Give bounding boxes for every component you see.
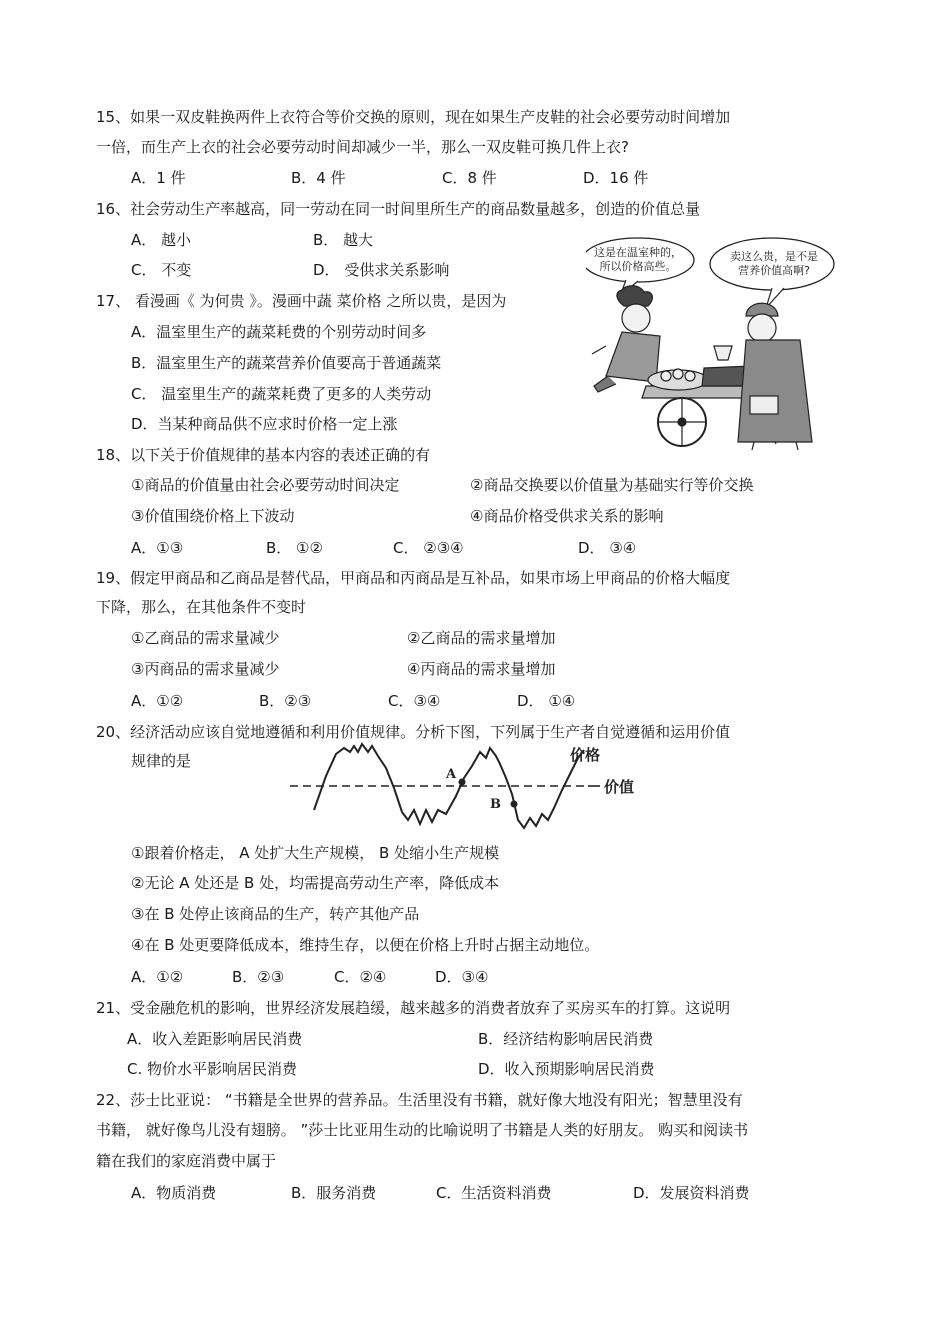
bubble-right-text-2: 营养价值高啊? <box>738 264 810 277</box>
q20-option-c: C．②④ <box>334 968 387 986</box>
point-a-marker <box>459 779 466 786</box>
q16-stem: 16、社会劳动生产率越高，同一劳动在同一时间里所生产的商品数量越多，创造的价值总量 <box>96 200 701 218</box>
bubble-left-text-2: 所以价格高些。 <box>599 260 677 273</box>
q18-item-4: ④商品价格受供求关系的影响 <box>470 507 664 525</box>
q18-option-d: D． ③④ <box>578 539 637 557</box>
price-label: 价格 <box>570 746 601 764</box>
q20-item-4: ④在 B 处更要降低成本，维持生存，以便在价格上升时占据主动地位。 <box>131 936 600 954</box>
q22-option-a: A．物质消费 <box>131 1184 217 1202</box>
q18-option-b: B． ①② <box>266 539 323 557</box>
point-b-label: B <box>490 797 501 812</box>
bubble-left-text-1: 这是在温室种的， <box>594 246 682 259</box>
q21-stem: 21、受金融危机的影响，世界经济发展趋缓，越来越多的消费者放弃了买房买车的打算。这说明 <box>96 999 731 1017</box>
q20-item-2: ②无论 A 处还是 B 处，均需提高劳动生产率，降低成本 <box>131 874 500 892</box>
q15-stem-line2: 一倍，而生产上衣的社会必要劳动时间却减少一半，那么一双皮鞋可换几件上衣? <box>96 138 629 156</box>
q16-option-c: C． 不变 <box>131 261 192 279</box>
q20-option-d: D．③④ <box>435 968 489 986</box>
q20-stem-line1: 20、经济活动应该自觉地遵循和利用价值规律。分析下图，下列属于生产者自觉遵循和运用价值 <box>96 723 731 741</box>
q19-option-a: A．①② <box>131 692 184 710</box>
q15-option-c: C．8 件 <box>442 169 497 187</box>
q20-stem-line2: 规律的是 <box>131 752 192 770</box>
q21-option-c: C. 物价水平影响居民消费 <box>127 1060 298 1078</box>
q15-stem-line1: 15、如果一双皮鞋换两件上衣符合等价交换的原则，现在如果生产皮鞋的社会必要劳动时间增加 <box>96 108 731 126</box>
bubble-right-text-1: 卖这么贵，是不是 <box>730 250 818 263</box>
q17-option-b: B．温室里生产的蔬菜营养价值要高于普通蔬菜 <box>131 354 442 372</box>
q19-stem-line2: 下降，那么，在其他条件不变时 <box>96 598 307 616</box>
q22-option-d: D．发展资料消费 <box>633 1184 750 1202</box>
q15-option-a: A．1 件 <box>131 169 186 187</box>
price-value-graph <box>286 738 690 834</box>
q18-item-1: ①商品的价值量由社会必要劳动时间决定 <box>131 476 400 494</box>
q17-stem: 17、 看漫画《 为何贵 》。漫画中蔬 菜价格 之所以贵，是因为 <box>96 292 507 310</box>
q17-option-c: C． 温室里生产的蔬菜耗费了更多的人类劳动 <box>131 385 432 403</box>
q19-option-b: B．②③ <box>259 692 312 710</box>
q18-item-3: ③价值围绕价格上下波动 <box>131 507 295 525</box>
buyer-figure <box>738 303 812 450</box>
q19-item-3: ③丙商品的需求量减少 <box>131 660 280 678</box>
q16-option-a: A． 越小 <box>131 231 192 249</box>
q17-option-d: D．当某种商品供不应求时价格一定上涨 <box>131 415 398 433</box>
q22-option-b: B．服务消费 <box>291 1184 377 1202</box>
q22-stem-line2: 书籍， 就好像鸟儿没有翅膀。 ”莎士比亚用生动的比喻说明了书籍是人类的好朋友。 购买和阅读书 <box>96 1121 749 1139</box>
q20-option-a: A．①② <box>131 968 184 986</box>
q22-stem-line1: 22、莎士比亚说： “书籍是全世界的营养品。生活里没有书籍，就好像大地没有阳光；智慧里没有 <box>96 1091 743 1109</box>
q20-item-3: ③在 B 处停止该商品的生产，转产其他产品 <box>131 905 420 923</box>
value-label: 价值 <box>604 778 635 796</box>
q18-stem: 18、以下关于价值规律的基本内容的表述正确的有 <box>96 446 431 464</box>
q19-item-2: ②乙商品的需求量增加 <box>407 629 556 647</box>
q17-option-a: A．温室里生产的蔬菜耗费的个别劳动时间多 <box>131 323 427 341</box>
point-b-marker <box>511 801 518 808</box>
q22-option-c: C．生活资料消费 <box>436 1184 552 1202</box>
q21-option-d: D．收入预期影响居民消费 <box>478 1060 655 1078</box>
q19-option-c: C．③④ <box>388 692 441 710</box>
q15-option-d: D．16 件 <box>583 169 649 187</box>
q18-item-2: ②商品交换要以价值量为基础实行等价交换 <box>470 476 754 494</box>
q19-item-1: ①乙商品的需求量减少 <box>131 629 280 647</box>
q16-option-b: B． 越大 <box>313 231 374 249</box>
q21-option-b: B．经济结构影响居民消费 <box>478 1030 654 1048</box>
q18-option-c: C． ②③④ <box>393 539 464 557</box>
cartoon-why-expensive <box>586 236 836 452</box>
q20-option-b: B．②③ <box>232 968 285 986</box>
q22-stem-line3: 籍在我们的家庭消费中属于 <box>96 1152 277 1170</box>
q16-option-d: D． 受供求关系影响 <box>313 261 450 279</box>
q18-option-a: A．①③ <box>131 539 184 557</box>
q19-stem-line1: 19、假定甲商品和乙商品是替代品，甲商品和丙商品是互补品，如果市场上甲商品的价格大幅度 <box>96 569 731 587</box>
q19-item-4: ④丙商品的需求量增加 <box>407 660 556 678</box>
point-a-label: A <box>446 767 457 782</box>
q15-option-b: B．4 件 <box>291 169 346 187</box>
q19-option-d: D． ①④ <box>517 692 576 710</box>
q21-option-a: A．收入差距影响居民消费 <box>127 1030 303 1048</box>
q20-item-1: ①跟着价格走， A 处扩大生产规模， B 处缩小生产规模 <box>131 844 500 862</box>
